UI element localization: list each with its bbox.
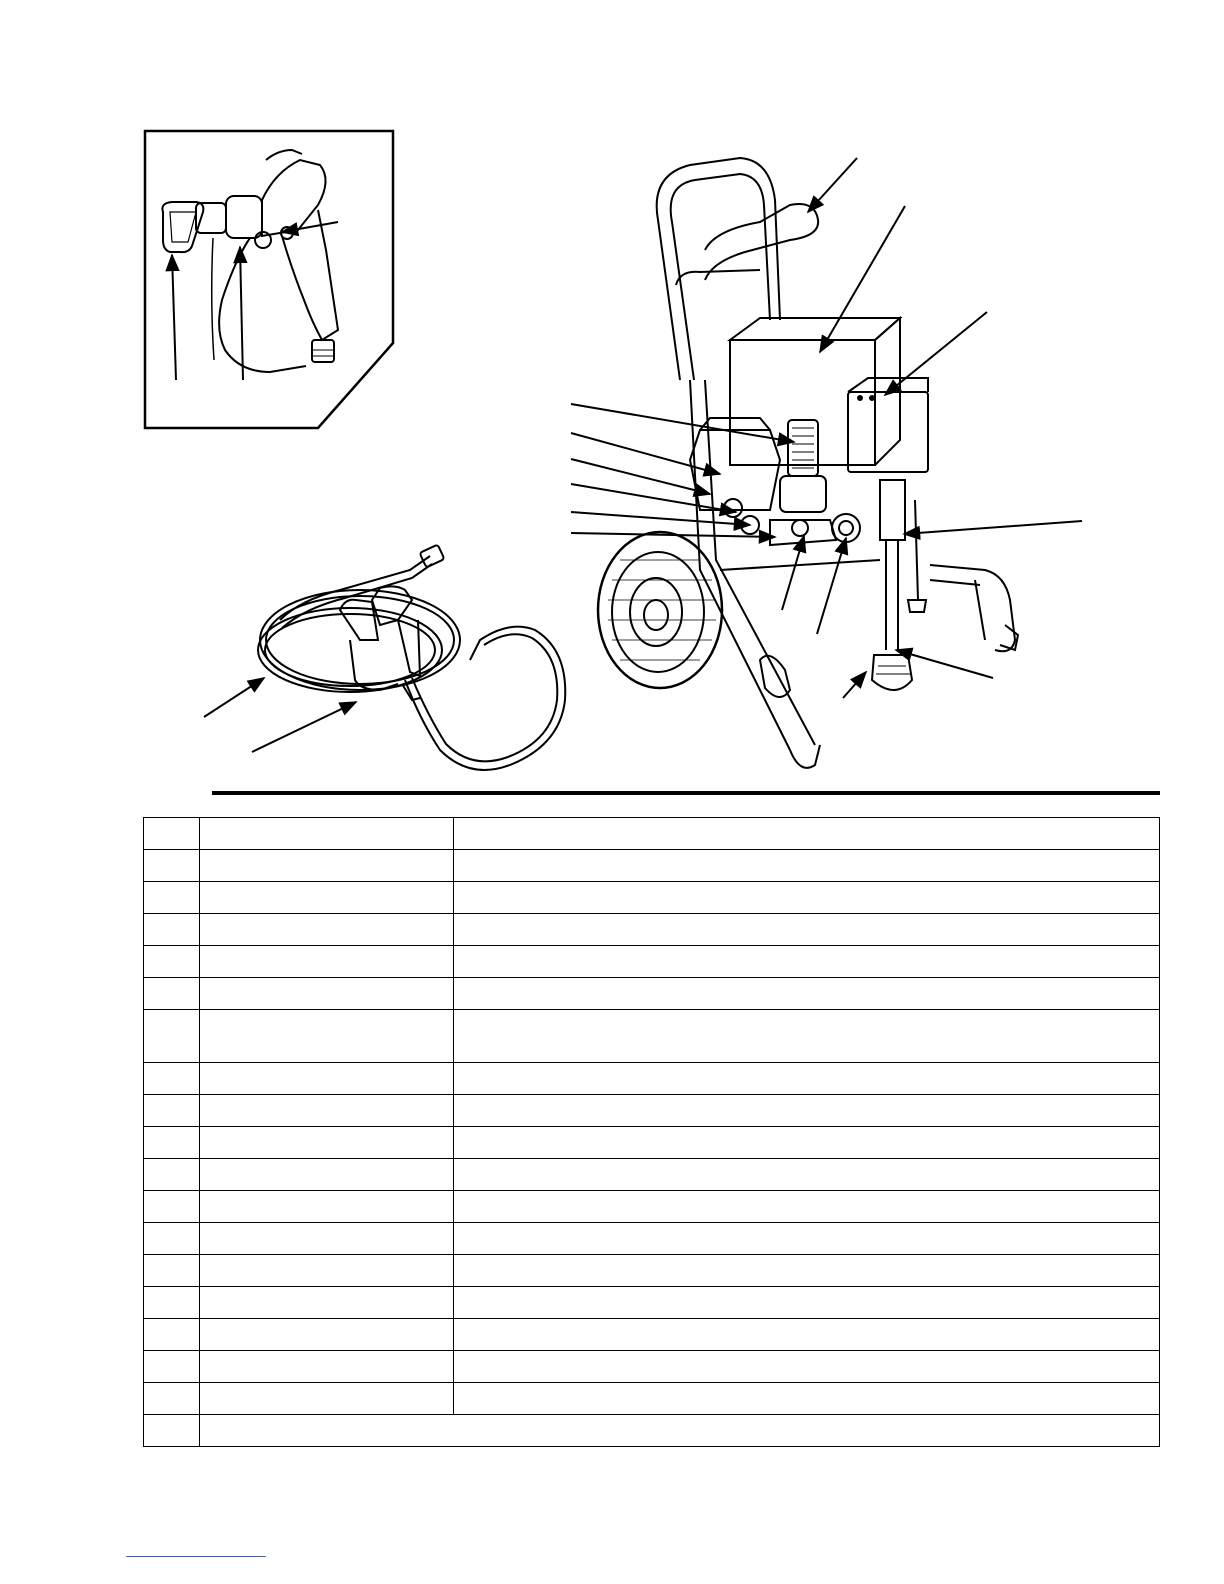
ref-cell: [144, 1383, 200, 1415]
component-cell: [200, 1191, 454, 1223]
ref-cell: [144, 1127, 200, 1159]
description-cell: [454, 1127, 1160, 1159]
table-row: [144, 1063, 1160, 1095]
description-cell: [454, 850, 1160, 882]
spray-gun-detail-icon: [145, 131, 393, 428]
description-cell: [454, 1191, 1160, 1223]
description-cell: [454, 1095, 1160, 1127]
description-cell: [454, 1287, 1160, 1319]
table-row: [144, 1191, 1160, 1223]
table-row: [144, 1127, 1160, 1159]
description-cell: [454, 978, 1160, 1010]
component-cell: [200, 1063, 454, 1095]
table-row: [144, 1351, 1160, 1383]
ref-cell: [144, 1415, 200, 1447]
ref-cell: [144, 1287, 200, 1319]
description-cell: [454, 818, 1160, 850]
table-row: [144, 1095, 1160, 1127]
cart-leader-lines: [571, 158, 1082, 698]
ref-cell: [144, 1159, 200, 1191]
ref-cell: [144, 1191, 200, 1223]
table-row: [144, 1223, 1160, 1255]
description-cell: [454, 1383, 1160, 1415]
ref-cell: [144, 978, 200, 1010]
ref-cell: [144, 1010, 200, 1063]
ref-cell: [144, 818, 200, 850]
component-cell: [200, 1127, 454, 1159]
component-cell: [200, 1287, 454, 1319]
description-cell: [454, 1010, 1160, 1063]
description-cell: [454, 1063, 1160, 1095]
table-row: [144, 850, 1160, 882]
description-cell: [454, 882, 1160, 914]
ref-cell: [144, 1319, 200, 1351]
hose-and-gun-icon: [258, 545, 565, 770]
component-cell: [200, 1095, 454, 1127]
component-cell: [200, 1319, 454, 1351]
table-row: [144, 1255, 1160, 1287]
note-cell: [200, 1415, 1160, 1447]
ref-cell: [144, 850, 200, 882]
sprayer-cart-icon: [598, 158, 1018, 768]
table-row: [144, 946, 1160, 978]
ref-cell: [144, 882, 200, 914]
description-cell: [454, 1351, 1160, 1383]
component-cell: [200, 914, 454, 946]
description-cell: [454, 946, 1160, 978]
parts-table: [143, 817, 1160, 1447]
ref-cell: [144, 1223, 200, 1255]
ref-cell: [144, 1063, 200, 1095]
table-row: [144, 882, 1160, 914]
ref-cell: [144, 1351, 200, 1383]
component-cell: [200, 850, 454, 882]
table-row: [144, 1383, 1160, 1415]
description-cell: [454, 1319, 1160, 1351]
table-row: [144, 1287, 1160, 1319]
description-cell: [454, 1223, 1160, 1255]
component-cell: [200, 1159, 454, 1191]
ref-cell: [144, 946, 200, 978]
ref-cell: [144, 1095, 200, 1127]
component-cell: [200, 946, 454, 978]
component-cell: [200, 978, 454, 1010]
component-cell: [200, 818, 454, 850]
component-cell: [200, 1223, 454, 1255]
component-cell: [200, 882, 454, 914]
component-cell: [200, 1255, 454, 1287]
ref-cell: [144, 1255, 200, 1287]
table-row: [144, 914, 1160, 946]
component-cell: [200, 1010, 454, 1063]
component-cell: [200, 1351, 454, 1383]
table-row: [144, 978, 1160, 1010]
description-cell: [454, 1255, 1160, 1287]
table-row: [144, 1010, 1160, 1063]
table-row: [144, 1159, 1160, 1191]
description-cell: [454, 1159, 1160, 1191]
ref-cell: [144, 914, 200, 946]
table-row: [144, 818, 1160, 850]
component-cell: [200, 1383, 454, 1415]
description-cell: [454, 914, 1160, 946]
table-row: [144, 1415, 1160, 1447]
footer-link-underline[interactable]: [126, 1556, 266, 1557]
table-row: [144, 1319, 1160, 1351]
section-divider: [212, 791, 1160, 795]
